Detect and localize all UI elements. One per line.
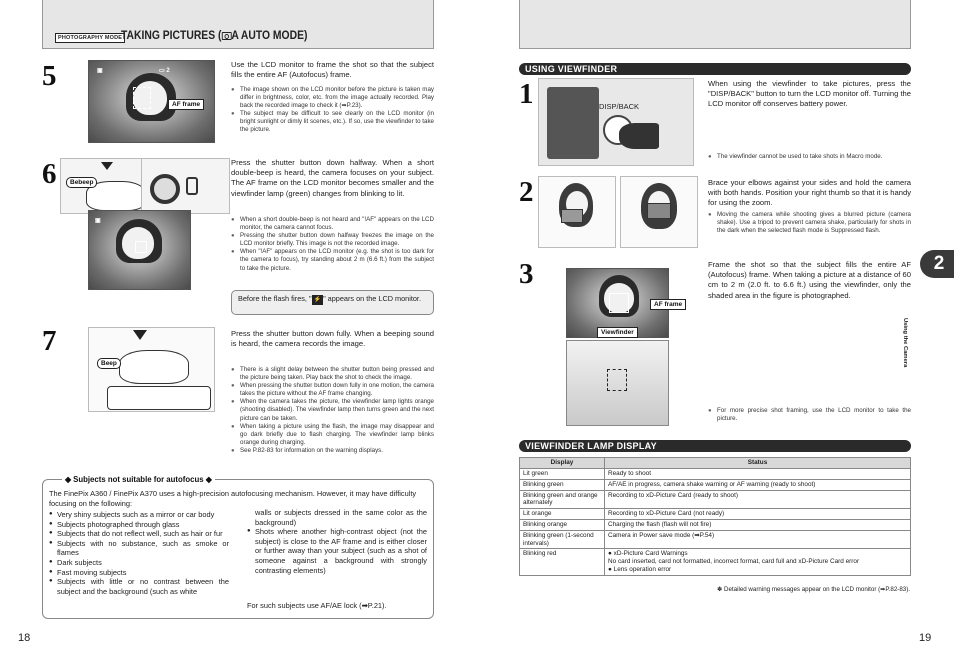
lamp-display-table <box>519 457 911 576</box>
page-number-left: 18 <box>18 632 31 644</box>
section-bar-lamp-display: VIEWFINDER LAMP DISPLAY <box>519 440 911 452</box>
section-bar-viewfinder: USING VIEWFINDER <box>519 63 911 75</box>
table-row: Blinking orange Charging the flash (flash will not fire) <box>520 519 911 530</box>
table-footnote: ✽ Detailed warning messages appear on the LCD monitor (➡P.82-83). <box>717 586 910 593</box>
camera-icon <box>221 32 231 40</box>
bebeep-callout: Bebeep <box>66 177 97 188</box>
step-number: 6 <box>42 158 57 190</box>
viewfinder-shaded-area <box>566 340 669 426</box>
step5-body: Use the LCD monitor to frame the shot so that the subject fills the entire AF (Autofocus) frame. <box>231 60 434 80</box>
step5-lcd-photo: ▣ ▭ 2 <box>88 60 215 143</box>
step1-body: When using the viewfinder to take pictures, press the "DISP/BACK" button to turn the LCD monitor off. Turning the LCD monitor off conserves battery power. <box>708 79 911 109</box>
right-header-band <box>519 0 911 49</box>
step1-camera-back-illustration <box>538 78 694 166</box>
beep-callout: Beep <box>97 358 121 369</box>
side-section-label: Using the Camera <box>902 318 908 368</box>
mode-tag: PHOTOGRAPHY MODE <box>55 33 125 43</box>
step1-note: ● The viewfinder cannot be used to take shots in Macro mode. <box>708 153 911 161</box>
step-number: 2 <box>519 176 534 208</box>
table-header: Status <box>605 458 911 469</box>
step7-body: Press the shutter button down fully. When a beeping sound is heard, the camera records the image. <box>231 329 434 349</box>
table-row: Blinking green and orange alternately Recording to xD-Picture Card (ready to shoot) <box>520 490 911 509</box>
step7-camera-illustration <box>88 327 215 412</box>
af-frame-callout: AF frame <box>650 299 686 310</box>
step2-note: ● Moving the camera while shooting gives a blurred picture (camera shake). Use a tripod to prevent camera shake, particularly for shots in the dark when the selected flash mode is Suppressed flash. <box>708 211 911 235</box>
page-number-right: 19 <box>919 632 932 644</box>
step-number: 5 <box>42 60 57 92</box>
step-number: 7 <box>42 325 57 357</box>
step6-lcd-closeup <box>141 158 230 214</box>
step3-body: Frame the shot so that the subject fills the entire AF (Autofocus) frame. When taking a picture at a distance of 60 cm to 2 m (2.0 ft. to 6.6 ft.) using the viewfinder, only the shaded area in the figure is photographed. <box>708 260 911 300</box>
step-number: 1 <box>519 78 534 110</box>
step6-body: Press the shutter button down halfway. When a short double-beep is heard, the camera focuses on your subject. The AF frame on the LCD monitor becomes smaller and the viewfinder lamp (green) changes from blinking to lit. <box>231 158 434 198</box>
table-row: Blinking green AF/AE in progress, camera shake warning or AF warning (ready to shoot) <box>520 479 911 490</box>
flash-icon: ⚡ <box>313 297 322 303</box>
page-title: TAKING PICTURES ( A AUTO MODE) <box>121 30 308 42</box>
table-row: Lit green Ready to shoot <box>520 469 911 480</box>
table-row: Lit orange Recording to xD-Picture Card (not ready) <box>520 509 911 520</box>
flash-warning-box: Before the flash fires, " ⚡ " appears on the LCD monitor. <box>231 290 434 315</box>
chapter-tab: 2 <box>920 250 954 278</box>
table-header: Display <box>520 458 605 469</box>
step-number: 3 <box>519 258 534 290</box>
autofocus-footer: For such subjects use AF/AE lock (➡P.21). <box>247 601 387 610</box>
step2-hold-illustration-side <box>538 176 616 248</box>
step7-notes: ● There is a slight delay between the shutter button being pressed and the picture being taken. Play back the shot to check the image. ● When pressing the shutter button down fully in one motion, the camera takes the picture without the AF frame changing. ● When the camera takes the picture, the viewfinder lamp lights orange (shooting disabled). The viewfinder lamp then turns green and the next picture can be taken. ● When taking a picture using the flash, the image may disappear and go dark briefly due to flash charging. The viewfinder lamp blinks orange during charging. ● See P.82-83 for information on the warning displays. <box>231 366 434 455</box>
left-header-band <box>42 0 434 49</box>
table-row: Blinking red ● xD-Picture Card Warnings No card inserted, card not formatted, incorrect format, card full and xD-Picture Card error ● Lens operation error <box>520 549 911 575</box>
disp-back-label: DISP/BACK <box>599 102 640 111</box>
step3-note: ● For more precise shot framing, use the LCD monitor to take the picture. <box>708 407 911 423</box>
step2-hold-illustration-front <box>620 176 698 248</box>
af-frame-callout: AF frame <box>168 99 204 110</box>
step6-notes: ● When a short double-beep is not heard and "!AF" appears on the LCD monitor, the camera cannot focus. ● Pressing the shutter button down halfway freezes the image on the LCD monitor briefly. This image is not the recorded image. ● When "!AF" appears on the LCD monitor (e.g. the shot is too dark for the camera to focus), try standing about 2 m (6.6 ft.) from the subject to take the picture. <box>231 216 434 273</box>
table-row: Blinking green (1-second intervals) Camera in Power save mode (➡P.54) <box>520 530 911 549</box>
viewfinder-callout: Viewfinder <box>597 327 638 338</box>
autofocus-list-col2: walls or subjects dressed in the same color as the background) ● Shots where another high-contrast object (not the subject) is close to the AF frame and is either closer or further away than your subject (such as a shot of someone against a background with strongly contrasting elements) <box>247 508 427 575</box>
step5-notes: ● The image shown on the LCD monitor before the picture is taken may differ in brightness, color, etc. from the image actually recorded. Play back the recorded image to check it (➡P.23). ● The subject may be difficult to see clearly on the LCD monitor (in bright sunlight or dimly lit scenes, etc.). If so, use the viewfinder to take the picture. <box>231 86 434 135</box>
autofocus-title: ◆ Subjects not suitable for autofocus ◆ <box>62 475 215 484</box>
autofocus-list-col1: ● Very shiny subjects such as a mirror or car body ● Subjects photographed through glass ● Subjects that do not reflect well, such as hair or fur ● Subjects with no substance, such as smoke or flames ● Dark subjects ● Fast moving subjects ● Subjects with little or no contrast between the subject and the background (such as white <box>49 510 229 596</box>
step2-body: Brace your elbows against your sides and hold the camera with both hands. Position your right thumb so that it is handy for using the zoom. <box>708 178 911 208</box>
autofocus-intro: The FinePix A360 / FinePix A370 uses a high-precision autofocusing mechanism. However, it may have difficulty focusing on the following: <box>49 489 417 508</box>
step6-lcd-photo: ▣ <box>88 210 191 290</box>
